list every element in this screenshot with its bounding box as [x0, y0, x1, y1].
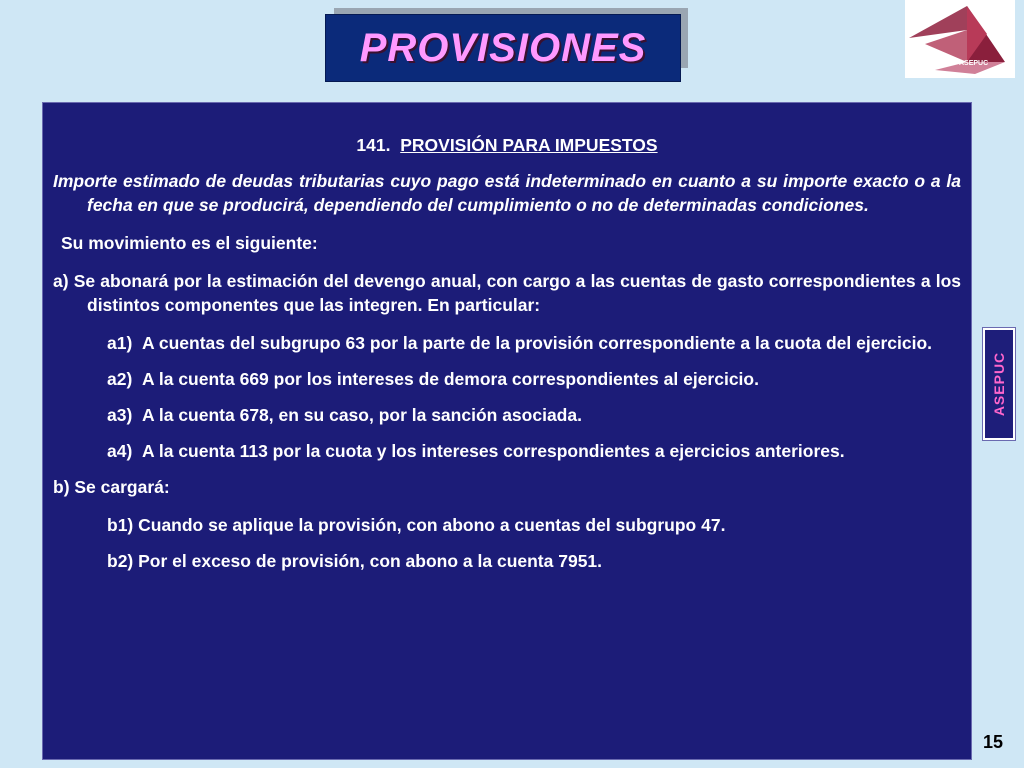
item-a4: a4) A la cuenta 113 por la cuota y los intereses correspondientes a ejercicios anteriores.: [107, 441, 845, 461]
logo-text: ASEPUC: [959, 60, 989, 67]
item-b2: b2) Por el exceso de provisión, con abono a la cuenta 7951.: [107, 551, 603, 571]
heading-number: 141.: [356, 135, 391, 155]
movement-intro: Su movimiento es el siguiente:: [61, 233, 318, 253]
item-a2: a2) A la cuenta 669 por los intereses de demora correspondientes al ejercicio.: [107, 369, 759, 389]
asepuc-logo: [905, 0, 1015, 78]
side-badge-label: ASEPUC: [991, 351, 1008, 417]
item-b: b) Se cargará:: [53, 477, 170, 497]
item-a: a) Se abonará por la estimación del devengo anual, con cargo a las cuentas de gasto correspondientes a los distintos componentes que las integren. En particular:: [53, 271, 961, 315]
title-box: [325, 14, 681, 82]
content-panel: [42, 102, 972, 760]
item-a1: a1) A cuentas del subgrupo 63 por la parte de la provisión correspondiente a la cuota del ejercicio.: [107, 333, 932, 353]
item-b1: b1) Cuando se aplique la provisión, con abono a cuentas del subgrupo 47.: [107, 515, 726, 535]
definition-paragraph: Importe estimado de deudas tributarias cuyo pago está indeterminado en cuanto a su importe exacto o a la fecha en que se producirá, dependiendo del cumplimiento o no de determinadas condiciones.: [53, 171, 961, 215]
slide-title: PROVISIONES: [359, 25, 647, 70]
side-badge: [983, 328, 1015, 440]
item-a3: a3) A la cuenta 678, en su caso, por la sanción asociada.: [107, 405, 582, 425]
heading-text: PROVISIÓN PARA IMPUESTOS: [400, 135, 658, 155]
page-number: 15: [983, 732, 1004, 752]
section-heading: [53, 133, 961, 157]
